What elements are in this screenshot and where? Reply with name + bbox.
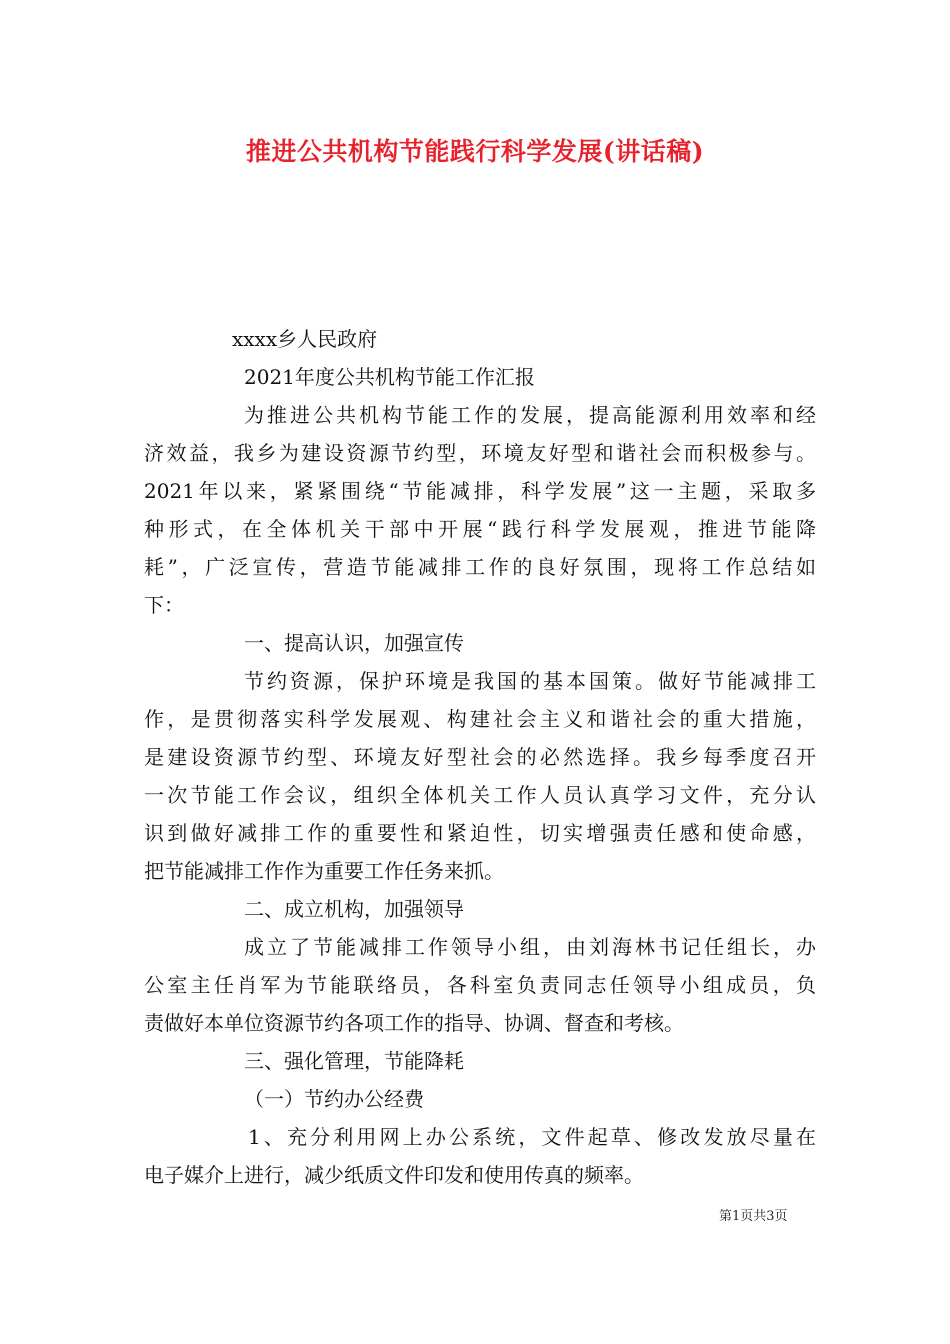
paragraph-line: 责做好本单位资源节约各项工作的指导、协调、督查和考核。 [144,1011,684,1035]
paragraph-line: 成立了节能减排工作领导小组，由刘海林书记任组长，办 [244,935,816,959]
paragraph-line: 2021年以来，紧紧围绕“节能减排，科学发展”这一主题，采取多 [144,479,816,503]
page-number: 第1页共3页 [719,1209,788,1224]
paragraph-line: 是建设资源节约型、环境友好型社会的必然选择。我乡每季度召开 [144,745,816,769]
section-heading: 三、强化管理，节能降耗 [244,1049,464,1073]
paragraph-line: 下： [144,593,184,617]
document-title: 推进公共机构节能践行科学发展(讲话稿) [245,137,705,166]
paragraph-line: 把节能减排工作作为重要工作任务来抓。 [144,859,504,883]
section-heading: 一、提高认识，加强宣传 [244,631,464,655]
paragraph-line: 1、充分利用网上办公系统，文件起草、修改发放尽量在 [248,1125,816,1149]
document-body [144,320,816,1194]
paragraph-line: 一次节能工作会议，组织全体机关工作人员认真学习文件，充分认 [144,783,816,807]
paragraph-line: 济效益，我乡为建设资源节约型，环境友好型和谐社会而积极参与。 [144,441,816,465]
paragraph-line: 公室主任肖军为节能联络员，各科室负责同志任领导小组成员，负 [144,973,816,997]
subsection-heading: （一）节约办公经费 [244,1087,424,1111]
report-subtitle: 2021年度公共机构节能工作汇报 [244,365,535,389]
paragraph-line: 电子媒介上进行，减少纸质文件印发和使用传真的频率。 [144,1163,644,1187]
paragraph-line: 种形式，在全体机关干部中开展“践行科学发展观，推进节能降 [144,517,816,541]
org-line: xxxx乡人民政府 [232,327,378,351]
paragraph-line: 作，是贯彻落实科学发展观、构建社会主义和谐社会的重大措施， [144,707,816,731]
paragraph-line: 耗”，广泛宣传，营造节能减排工作的良好氛围，现将工作总结如 [144,555,816,579]
paragraph-line: 识到做好减排工作的重要性和紧迫性，切实增强责任感和使命感， [144,821,816,845]
section-heading: 二、成立机构，加强领导 [244,897,464,921]
paragraph-line: 为推进公共机构节能工作的发展，提高能源利用效率和经 [244,403,816,427]
paragraph-line: 节约资源，保护环境是我国的基本国策。做好节能减排工 [244,669,816,693]
